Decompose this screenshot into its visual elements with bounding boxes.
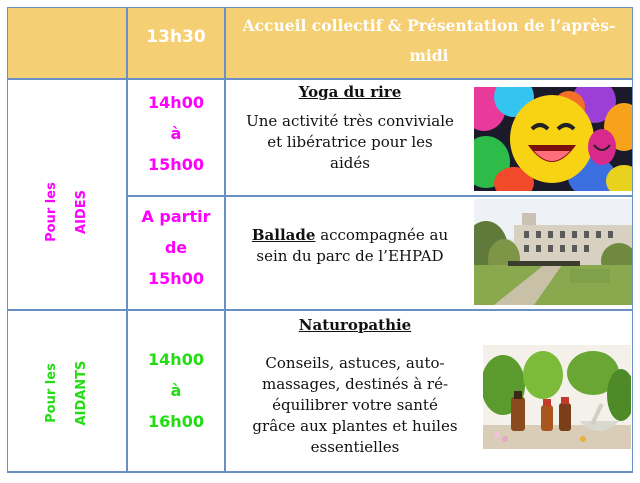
yoga-time <box>127 87 225 187</box>
header-time <box>127 7 225 78</box>
ballade-time-de: de <box>164 238 188 257</box>
yoga-title: Yoga du rire <box>298 83 402 101</box>
yoga-desc-line3: aidés <box>330 154 370 172</box>
yoga-time-start: 14h00 <box>148 93 204 112</box>
naturopathie-activity <box>225 312 485 472</box>
border-col2 <box>224 7 226 473</box>
group-aidants-line2: AIDANTS <box>74 360 89 426</box>
ballade-time <box>127 201 225 301</box>
yoga-time-end: 15h00 <box>148 155 204 174</box>
naturo-time-a: à <box>170 381 182 400</box>
ballade-activity <box>225 225 475 285</box>
yoga-description <box>225 111 475 174</box>
ballade-title: Ballade <box>251 226 316 244</box>
border-bottom <box>7 471 633 473</box>
group-label-aidants <box>37 303 97 483</box>
ballade-time-start: 15h00 <box>148 269 204 288</box>
border-header-bottom <box>7 78 633 80</box>
ballade-desc-line1 <box>225 225 475 246</box>
naturo-desc-line1: Conseils, astuces, auto- <box>265 354 445 372</box>
yoga-desc-line1: Une activité très conviviale <box>246 112 454 130</box>
group-aides-line2: AIDES <box>74 190 89 234</box>
header-title-line1: Accueil collectif & Présentation de l’après- <box>242 16 616 35</box>
naturo-desc-line5: essentielles <box>310 438 400 456</box>
header-time-text: 13h30 <box>146 27 206 47</box>
group-label-aides <box>37 122 97 302</box>
border-aides-bottom <box>7 309 633 311</box>
yoga-time-a: à <box>170 124 182 143</box>
schedule-table <box>7 7 633 473</box>
border-col1 <box>126 7 128 473</box>
naturopathie-time <box>127 344 225 444</box>
naturopathie-title: Naturopathie <box>298 316 412 334</box>
border-left <box>7 7 8 473</box>
naturo-time-start: 14h00 <box>148 350 204 369</box>
herbs-oils-image <box>483 345 631 449</box>
naturo-time-end: 16h00 <box>148 412 204 431</box>
border-top <box>7 7 633 8</box>
naturopathie-description <box>225 353 485 458</box>
laughing-faces-image <box>474 87 632 191</box>
header-title <box>225 11 633 77</box>
ballade-time-from: A partir <box>141 207 211 226</box>
header-title-line2: midi <box>409 46 449 65</box>
border-right <box>632 7 633 473</box>
naturo-desc-line2: massages, destinés à ré- <box>261 375 449 393</box>
ballade-desc-line2: sein du parc de l’EHPAD <box>256 247 444 265</box>
yoga-desc-line2: et libératrice pour les <box>267 133 433 151</box>
group-aidants-line1: Pour les <box>44 363 59 423</box>
yoga-activity <box>225 79 475 195</box>
border-yoga-bottom <box>127 195 633 197</box>
naturo-desc-line4: grâce aux plantes et huiles <box>252 417 458 435</box>
naturo-desc-line3: équilibrer votre santé <box>272 396 438 414</box>
ehpad-park-image <box>474 199 632 305</box>
group-aides-line1: Pour les <box>44 182 59 242</box>
ballade-desc-rest: accompagnée au <box>315 226 449 244</box>
